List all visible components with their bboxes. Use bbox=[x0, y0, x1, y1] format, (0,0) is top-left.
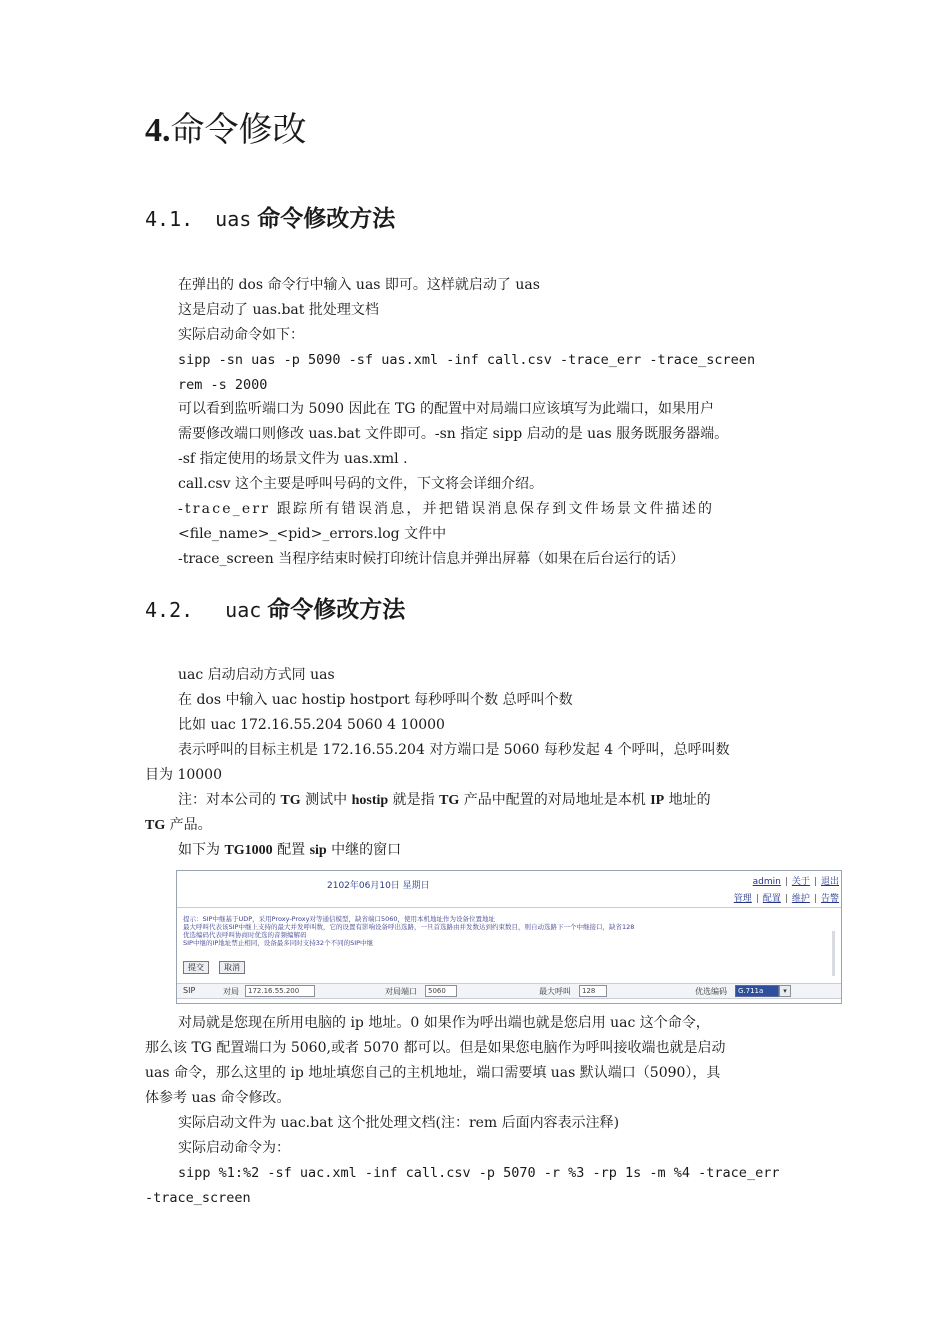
paragraph-line: 需要修改端口则修改 uas.bat 文件即可。-sn 指定 sipp 启动的是 uas 服务既服务器端。 bbox=[178, 426, 729, 442]
subsection-number: 4.1. bbox=[145, 207, 194, 231]
paragraph-line: 那么该 TG 配置端口为 5060,或者 5070 都可以。但是如果您电脑作为呼叫接收端也就是启动 bbox=[145, 1040, 726, 1056]
note-bold: TG bbox=[280, 793, 301, 808]
note-bold: hostip bbox=[351, 793, 389, 808]
paragraph-line: 实际启动命令为： bbox=[178, 1140, 290, 1156]
command-line: sipp -sn uas -p 5090 -sf uas.xml -inf call.csv -trace_err -trace_screen bbox=[178, 352, 756, 368]
subsection-title: 命令修改方法 bbox=[257, 206, 396, 232]
paragraph-line: 可以看到监听端口为 5090 因此在 TG 的配置中对局端口应该填写为此端口，如果用户 bbox=[178, 401, 714, 417]
subsection-title: 命令修改方法 bbox=[267, 597, 406, 623]
section-number: 4. bbox=[145, 112, 171, 149]
paragraph-line: -trace_screen 当程序结束时候打印统计信息并弹出屏幕（如果在后台运行的话） bbox=[178, 551, 685, 567]
peer-label: 对局 bbox=[223, 987, 239, 996]
command-line: sipp %1:%2 -sf uac.xml -inf call.csv -p 5070 -r %3 -rp 1s -m %4 -trace_err bbox=[178, 1165, 780, 1181]
link-admin[interactable]: admin bbox=[752, 877, 781, 887]
note-line-2 bbox=[145, 815, 212, 836]
note-text: 产品中配置的对局地址是本机 bbox=[459, 792, 651, 808]
note-text: 注：对本公司的 bbox=[178, 792, 281, 808]
peer-port-label: 对局端口 bbox=[385, 987, 417, 996]
paragraph-line: -sf 指定使用的场景文件为 uas.xml . bbox=[178, 451, 408, 467]
caption-text: 中继的窗口 bbox=[326, 842, 402, 858]
subsection-keyword: uac bbox=[225, 598, 262, 622]
codec-select[interactable]: G.711a bbox=[735, 985, 779, 997]
nav-alarm[interactable]: 告警 bbox=[820, 894, 839, 904]
section-heading bbox=[145, 108, 307, 153]
subsection-keyword: uas bbox=[215, 207, 252, 231]
nav-links: 管理 | 配置 | 维护 | 告警 bbox=[733, 894, 839, 904]
date-label: 2102年06月10日 星期日 bbox=[327, 881, 430, 891]
max-calls-input[interactable]: 128 bbox=[579, 985, 607, 997]
chevron-down-icon[interactable]: ▾ bbox=[779, 985, 791, 997]
notice-line: 最大呼叫代表该SIP中继上支持的最大并发呼叫数，它的设置有影响设备呼出选路，一旦首选路由并发数达到约束数目，则自动选路下一个中继接口，缺省128 bbox=[183, 923, 635, 931]
note-bold: TG bbox=[145, 818, 166, 833]
notice-line: SIP中继的IP地址禁止相同，设备最多同时支持32个不同的SIP中继 bbox=[183, 939, 374, 947]
command-line: rem -s 2000 bbox=[178, 377, 268, 393]
paragraph-line: <file_name>_<pid>_errors.log 文件中 bbox=[178, 526, 447, 542]
notice-line: 优选编码代表呼叫协商时优选的音频编解码 bbox=[183, 931, 307, 939]
paragraph-line: 比如 uac 172.16.55.204 5060 4 10000 bbox=[178, 717, 445, 733]
nav-config[interactable]: 配置 bbox=[762, 894, 781, 904]
paragraph-line: 对局就是您现在所用电脑的 ip 地址。0 如果作为呼出端也就是您启用 uac 这个命令， bbox=[178, 1015, 710, 1031]
link-logout[interactable]: 退出 bbox=[820, 877, 839, 887]
max-calls-label: 最大呼叫 bbox=[539, 987, 571, 996]
note-bold: IP bbox=[650, 793, 665, 808]
paragraph-line: -trace_err 跟踪所有错误消息，并把错误消息保存到文件场景文件描述的 bbox=[178, 501, 715, 517]
scrollbar[interactable] bbox=[832, 931, 835, 976]
peer-port-input[interactable]: 5060 bbox=[425, 985, 457, 997]
notice-line: 提示：SIP中继基于UDP，采用Proxy-Proxy对等通信模型，缺省端口5060，使用本机地址作为设备位置地址 bbox=[183, 915, 496, 923]
window-caption bbox=[178, 840, 401, 861]
peer-address-input[interactable]: 172.16.55.200 bbox=[245, 985, 315, 997]
note-line bbox=[178, 790, 711, 811]
note-text: 测试中 bbox=[300, 792, 352, 808]
note-bold: TG bbox=[439, 793, 460, 808]
paragraph-line: uas 命令，那么这里的 ip 地址填您自己的主机地址，端口需要填 uas 默认端口（5090），具 bbox=[145, 1065, 721, 1081]
section-title: 命令修改 bbox=[170, 110, 307, 150]
subsection-heading-uas bbox=[145, 204, 395, 234]
paragraph-line: 实际启动命令如下： bbox=[178, 327, 304, 343]
tg1000-sip-trunk-screenshot bbox=[176, 870, 842, 1004]
top-links: admin | 关于 | 退出 bbox=[752, 877, 839, 887]
link-about[interactable]: 关于 bbox=[791, 877, 810, 887]
caption-bold: sip bbox=[309, 843, 327, 858]
nav-manage[interactable]: 管理 bbox=[733, 894, 752, 904]
paragraph-line: 实际启动文件为 uac.bat 这个批处理文档(注：rem 后面内容表示注释) bbox=[178, 1115, 620, 1131]
codec-label: 优选编码 bbox=[695, 987, 727, 996]
nav-maintain[interactable]: 维护 bbox=[791, 894, 810, 904]
note-text: 地址的 bbox=[664, 792, 711, 808]
divider bbox=[177, 907, 841, 908]
note-text: 产品。 bbox=[165, 817, 212, 833]
paragraph-line: 表示呼叫的目标主机是 172.16.55.204 对方端口是 5060 每秒发起 4 个呼叫，总呼叫数 bbox=[178, 742, 730, 758]
paragraph-line: 体参考 uas 命令修改。 bbox=[145, 1090, 291, 1106]
paragraph-line: call.csv 这个主要是呼叫号码的文件，下文将会详细介绍。 bbox=[178, 476, 543, 492]
submit-button[interactable]: 提交 bbox=[183, 961, 209, 974]
paragraph-line: 目为 10000 bbox=[145, 767, 222, 783]
subsection-number: 4.2. bbox=[145, 598, 194, 622]
cancel-button[interactable]: 取消 bbox=[219, 961, 245, 974]
paragraph-line: 在 dos 中输入 uac hostip hostport 每秒呼叫个数 总呼叫个数 bbox=[178, 692, 573, 708]
paragraph-line: 在弹出的 dos 命令行中输入 uas 即可。这样就启动了 uas bbox=[178, 277, 540, 293]
caption-bold: TG1000 bbox=[224, 843, 273, 858]
paragraph-line: uac 启动启动方式同 uas bbox=[178, 667, 335, 683]
subsection-heading-uac bbox=[145, 595, 405, 625]
caption-text: 如下为 bbox=[178, 842, 225, 858]
sip-label: SIP bbox=[183, 986, 196, 995]
sip-trunk-row bbox=[177, 983, 841, 999]
paragraph-line: 这是启动了 uas.bat 批处理文档 bbox=[178, 302, 379, 318]
notice-text bbox=[183, 915, 823, 947]
caption-text: 配置 bbox=[272, 842, 310, 858]
command-line: -trace_screen bbox=[145, 1190, 251, 1206]
note-text: 就是指 bbox=[388, 792, 440, 808]
